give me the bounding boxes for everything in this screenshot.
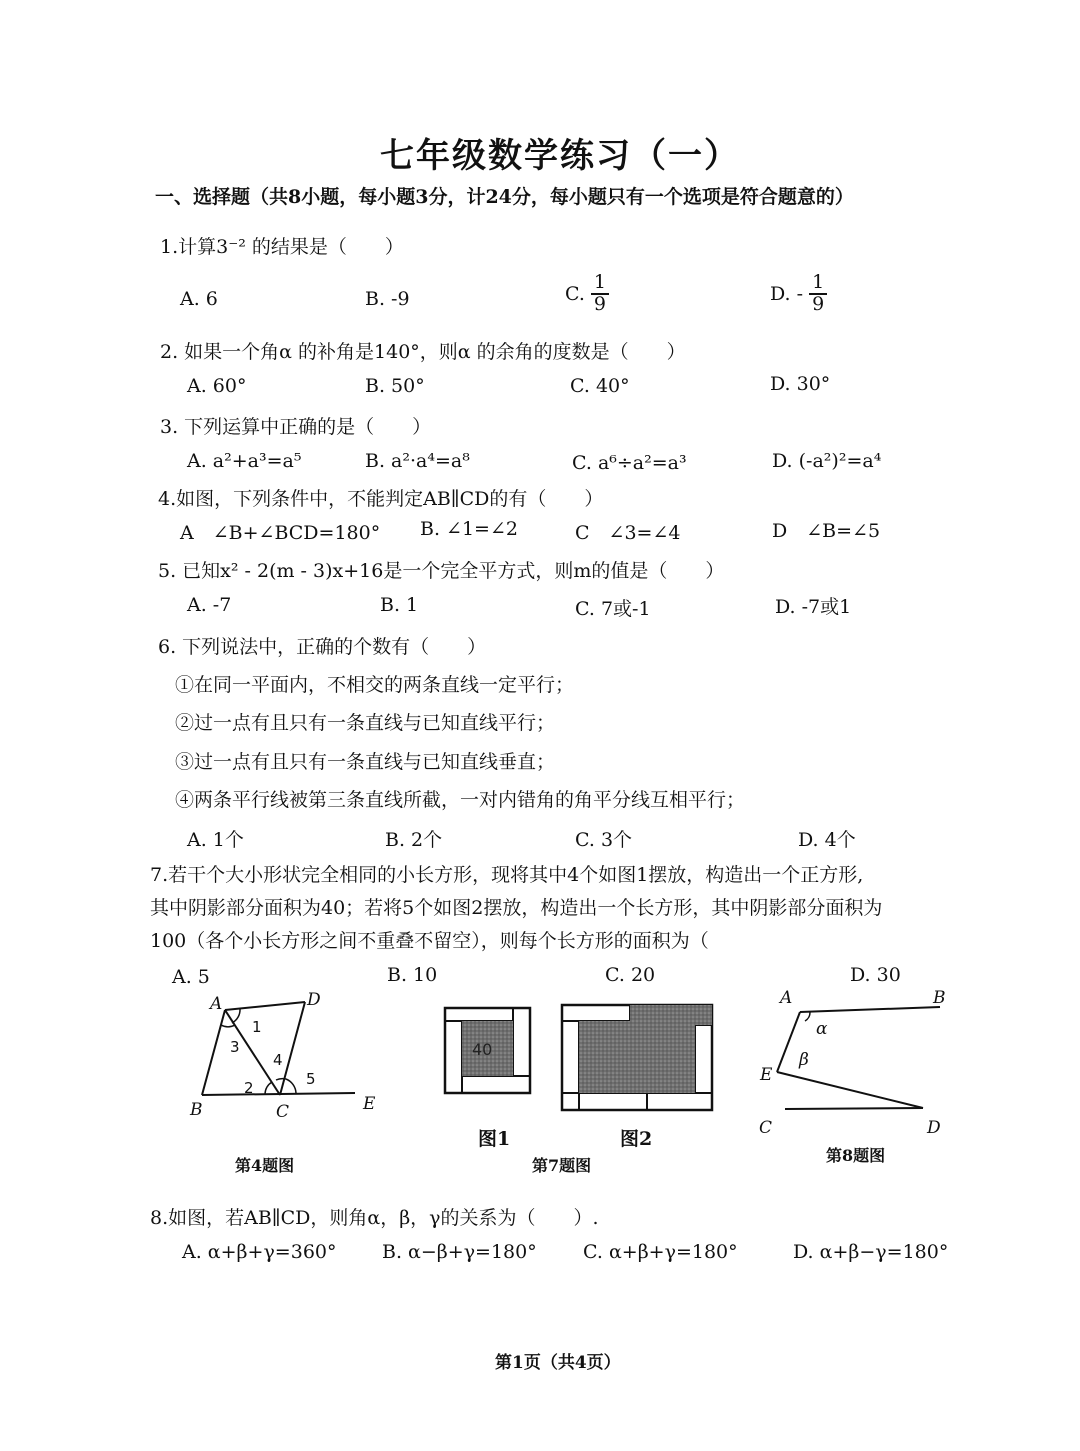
q1-option-a: A. 6 — [180, 288, 218, 310]
q8-option-a: A. α+β+γ=360° — [182, 1241, 337, 1263]
question-6-stem: 6. 下列说法中，正确的个数有（ ） — [158, 636, 487, 658]
fig8-label-beta: β — [799, 1050, 809, 1070]
fig8-line-ae — [777, 1012, 800, 1072]
figure-q7-caption: 第7题图 — [532, 1156, 592, 1175]
q3-option-a: A. a²+a³=a⁵ — [187, 450, 302, 472]
q6-statement-2: ②过一点有且只有一条直线与已知直线平行； — [175, 712, 556, 734]
fig8-line-ab — [800, 1007, 940, 1012]
q5-option-b: B. 1 — [380, 594, 419, 616]
page-footer: 第1页（共4页） — [495, 1353, 621, 1373]
q3-option-d: D. (-a²)²=a⁴ — [772, 450, 882, 472]
q4-option-a: A ∠B+∠BCD=180° — [180, 522, 381, 544]
fig4-label-a: A — [210, 994, 223, 1014]
fig4-line-ab — [202, 1010, 225, 1095]
figure-q7 — [440, 1000, 720, 1120]
fig8-label-d: D — [927, 1118, 941, 1138]
q4-option-c: C ∠3=∠4 — [575, 522, 681, 544]
q1-option-c-fraction — [591, 273, 609, 315]
fig4-label-4: 4 — [273, 1051, 283, 1069]
fig4-label-d: D — [307, 990, 321, 1010]
fig7-2-rect-bottom-a — [579, 1093, 647, 1110]
q2-option-b: B. 50° — [365, 375, 425, 397]
fig7-1-rect-right — [513, 1008, 530, 1076]
q1-d-denominator: 9 — [812, 292, 825, 315]
fig8-line-ed — [777, 1072, 923, 1108]
section-heading: 一、选择题（共8小题，每小题3分，计24分，每小题只有一个选项是符合题意的） — [155, 186, 854, 208]
figure-q7-diagram — [440, 1000, 720, 1120]
fig8-label-c: C — [759, 1118, 773, 1138]
fig7-2-rect-bottom-b — [647, 1093, 712, 1110]
q6-statement-4: ④两条平行线被第三条直线所截，一对内错角的角平分线互相平行； — [175, 789, 746, 811]
fig7-2-rect-top — [562, 1005, 630, 1021]
fig4-angle-arc-a2 — [221, 1025, 235, 1027]
fig7-2-shaded-area — [579, 1005, 712, 1093]
fig8-label-e: E — [760, 1065, 773, 1085]
figure-q8 — [755, 985, 960, 1140]
q4-option-d: D ∠B=∠5 — [772, 520, 881, 542]
question-8-stem: 8.如图，若AB∥CD，则角α，β，γ的关系为（ ）. — [150, 1207, 599, 1229]
q5-option-a: A. -7 — [187, 594, 232, 616]
q1-option-d-fraction — [809, 273, 827, 315]
page-title: 七年级数学练习（一） — [380, 136, 740, 176]
q7-option-a: A. 5 — [172, 966, 210, 988]
question-5-stem: 5. 已知x² - 2(m - 3)x+16是一个完全平方式，则m的值是（ ） — [158, 560, 725, 582]
fig8-label-b: B — [933, 988, 946, 1008]
fig8-angle-arc-a — [805, 1012, 810, 1021]
q1-option-b: B. -9 — [365, 288, 410, 310]
fig4-label-2: 2 — [244, 1079, 254, 1097]
fig4-label-1: 1 — [252, 1018, 262, 1036]
fig4-label-b: B — [190, 1100, 203, 1120]
q1-option-c-label: C. — [565, 282, 585, 305]
q1-option-c — [565, 273, 609, 315]
figure-q4-diagram — [180, 985, 390, 1135]
q2-option-a: A. 60° — [187, 375, 247, 397]
q5-option-c: C. 7或-1 — [575, 598, 651, 620]
q2-option-c: C. 40° — [570, 375, 630, 397]
fig8-line-cd — [785, 1108, 923, 1109]
figure-q4 — [180, 985, 390, 1135]
fig7-sub-caption-2: 图2 — [620, 1128, 653, 1150]
q6-statement-1: ①在同一平面内，不相交的两条直线一定平行； — [175, 674, 575, 696]
q3-option-b: B. a²·a⁴=a⁸ — [365, 450, 470, 472]
fig4-label-3: 3 — [230, 1038, 240, 1056]
fig7-2-rect-right — [695, 1025, 712, 1093]
q1-option-d — [770, 273, 827, 315]
question-7-line-3: 100（各个小长方形之间不重叠不留空），则每个长方形的面积为（ — [150, 930, 709, 952]
fig7-1-rect-top — [445, 1008, 513, 1021]
figure-q8-diagram — [755, 985, 960, 1140]
question-1-stem: 1.计算3⁻² 的结果是（ ） — [160, 236, 404, 258]
fig7-1-shade-label: 40 — [472, 1040, 493, 1059]
fig7-sub-caption-1: 图1 — [478, 1128, 511, 1150]
q7-option-d: D. 30 — [850, 964, 901, 986]
question-3-stem: 3. 下列运算中正确的是（ ） — [160, 416, 432, 438]
fig7-1-rect-left — [445, 1021, 462, 1093]
q7-option-c: C. 20 — [605, 964, 656, 986]
q2-option-d: D. 30° — [770, 373, 831, 395]
question-7-line-2: 其中阴影部分面积为40；若将5个如图2摆放，构造出一个长方形，其中阴影部分面积为 — [150, 897, 883, 919]
fig4-line-dc — [280, 1002, 305, 1095]
figure-q4-caption: 第4题图 — [235, 1156, 295, 1175]
fig4-angle-arc-c1 — [265, 1082, 272, 1094]
question-7-line-1: 7.若干个大小形状完全相同的小长方形，现将其中4个如图1摆放，构造出一个正方形, — [150, 864, 864, 886]
fig4-label-5: 5 — [306, 1070, 316, 1088]
fig4-label-c: C — [276, 1102, 290, 1122]
q8-option-b: B. α−β+γ=180° — [382, 1241, 537, 1263]
q1-c-denominator: 9 — [593, 292, 606, 315]
q6-option-b: B. 2个 — [385, 829, 443, 851]
question-2-stem: 2. 如果一个角α 的补角是140°，则α 的余角的度数是（ ） — [160, 341, 686, 363]
q6-option-c: C. 3个 — [575, 829, 633, 851]
fig7-2-rect-left — [562, 1021, 579, 1093]
q1-d-numerator: 1 — [809, 273, 827, 295]
q1-option-d-label: D. - — [770, 282, 804, 305]
q5-option-d: D. -7或1 — [775, 596, 852, 618]
q6-option-a: A. 1个 — [187, 829, 244, 851]
figure-q8-caption: 第8题图 — [826, 1146, 886, 1165]
fig8-label-a: A — [780, 988, 793, 1008]
fig4-line-ad — [225, 1002, 305, 1010]
q8-option-d: D. α+β−γ=180° — [793, 1241, 949, 1263]
fig7-1-rect-bottom — [462, 1076, 530, 1093]
q4-option-b: B. ∠1=∠2 — [420, 518, 518, 540]
q1-c-numerator: 1 — [591, 273, 609, 295]
q8-option-c: C. α+β+γ=180° — [583, 1241, 738, 1263]
q3-option-c: C. a⁶÷a²=a³ — [572, 452, 687, 474]
q6-option-d: D. 4个 — [798, 829, 856, 851]
question-4-stem: 4.如图，下列条件中，不能判定AB∥CD的有（ ） — [158, 488, 604, 510]
fig4-angle-arc-c3 — [286, 1079, 296, 1093]
fig4-label-e: E — [363, 1094, 376, 1114]
q6-statement-3: ③过一点有且只有一条直线与已知直线垂直； — [175, 751, 556, 773]
fig8-label-alpha: α — [816, 1019, 828, 1039]
q7-option-b: B. 10 — [387, 964, 438, 986]
